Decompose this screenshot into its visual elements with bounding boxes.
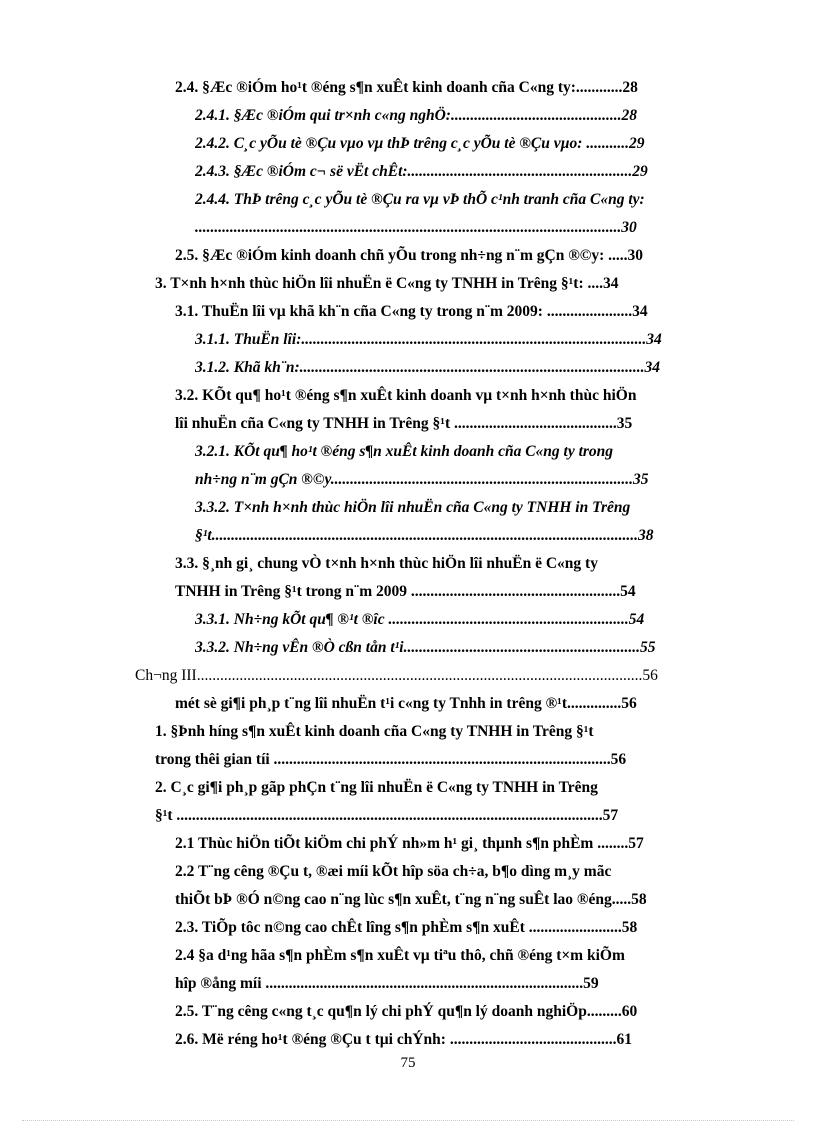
toc-entry: 2.4.4. ThÞ trêng c¸c yÕu tè ®Çu ra vµ vÞ thÕ c¹nh tranh cña C«ng ty: xyxy=(195,191,645,208)
toc-entry: 2.5. T¨ng cêng c«ng t¸c qu¶n lý chi phÝ qu¶n lý doanh nghiÖp.........60 xyxy=(175,1003,638,1020)
toc-entry: 3.3.2. T×nh h×nh thùc hiÖn lîi nhuËn cña C«ng ty TNHH in Trêng xyxy=(195,499,631,516)
toc-entry: 2.4. §Æc ®iÓm ho¹t ®éng s¶n xuÊt kinh doanh cña C«ng ty:............28 xyxy=(175,79,638,96)
toc-entry: 3.3.2. Nh÷ng vÊn ®Ò cßn tån t¹i.............................................................55 xyxy=(195,639,656,656)
toc-entry: 3.2. KÕt qu¶ ho¹t ®éng s¶n xuÊt kinh doanh vµ t×nh h×nh thùc hiÖn xyxy=(175,387,637,404)
page-number: 75 xyxy=(400,1055,416,1071)
toc-entry: 2. C¸c gi¶i ph¸p gãp phÇn t¨ng lîi nhuËn ë C«ng ty TNHH in Trêng xyxy=(155,779,598,796)
toc-entry: 2.3. TiÕp tôc n©ng cao chÊt lîng s¶n phÈm s¶n xuÊt ........................58 xyxy=(175,919,638,936)
toc-entry: 3.3. §¸nh gi¸ chung vÒ t×nh h×nh thùc hiÖn lîi nhuËn ë C«ng ty xyxy=(175,555,598,572)
toc-entry: 1. §Þnh híng s¶n xuÊt kinh doanh cña C«ng ty TNHH in Trêng §¹t xyxy=(155,723,594,740)
toc-entry: mét sè gi¶i ph¸p t¨ng lîi nhuËn t¹i c«ng ty Tnhh in trêng ®¹t..............56 xyxy=(175,695,637,712)
toc-entry: 2.2 T¨ng cêng ®Çu t, ®æi míi kÕt hîp söa ch÷a, b¶o dìng m¸y mãc xyxy=(175,863,612,880)
toc-entry: 2.4.1. §Æc ®iÓm qui tr×nh c«ng nghÖ:............................................28 xyxy=(195,107,637,124)
toc-entry: TNHH in Trêng §¹t trong n¨m 2009 ......................................................54 xyxy=(175,583,636,600)
toc-entry: 3.2.1. KÕt qu¶ ho¹t ®éng s¶n xuÊt kinh doanh cña C«ng ty trong xyxy=(195,443,614,460)
toc-entry: 3. T×nh h×nh thùc hiÖn lîi nhuËn ë C«ng ty TNHH in Trêng §¹t: ....34 xyxy=(155,275,619,292)
toc-entry: 2.1 Thùc hiÖn tiÕt kiÖm chi phÝ nh»m h¹ gi¸ thµnh s¶n phÈm ........57 xyxy=(175,835,644,852)
toc-entry: 3.3.1. Nh÷ng kÕt qu¶ ®¹t ®îc ..............................................................54 xyxy=(195,611,645,628)
toc-entry: 2.6. Më réng ho¹t ®éng ®Çu t tµi chÝnh: ...........................................61 xyxy=(175,1031,632,1048)
toc-entry: ..............................................................................................................30 xyxy=(195,219,637,236)
toc-entry: trong thêi gian tíi .......................................................................................56 xyxy=(155,751,627,768)
toc-entry: Ch¬ng III...................................................................................................................56 xyxy=(135,667,658,684)
toc-entry: 3.1.1. ThuËn lîi:.........................................................................................34 xyxy=(195,331,662,348)
toc-entry: 2.4 §a d¹ng hãa s¶n phÈm s¶n xuÊt vµ tiªu thô, chñ ®éng t×m kiÕm xyxy=(175,947,625,964)
toc-entry: §¹t..............................................................................................................38 xyxy=(195,527,654,544)
toc-entry: §¹t ..............................................................................................................57 xyxy=(155,807,619,824)
toc-entry: 2.5. §Æc ®iÓm kinh doanh chñ yÕu trong nh÷ng n¨m gÇn ®©y: .....30 xyxy=(175,247,644,264)
toc-entry: 2.4.3. §Æc ®iÓm c¬ së vËt chÊt:..........................................................29 xyxy=(195,163,648,180)
page-edge-rule xyxy=(22,1120,794,1121)
toc-entry: 3.1.2. Khã kh¨n:.........................................................................................34 xyxy=(195,359,661,376)
toc-entry: thiÕt bÞ ®Ó n©ng cao n¨ng lùc s¶n xuÊt, t¨ng n¨ng suÊt lao ®éng.....58 xyxy=(175,891,647,908)
toc-entry: 3.1. ThuËn lîi vµ khã kh¨n cña C«ng ty trong n¨m 2009: ......................34 xyxy=(175,303,648,320)
toc-entry: lîi nhuËn cña C«ng ty TNHH in Trêng §¹t ..........................................35 xyxy=(175,415,633,432)
toc-entry: 2.4.2. C¸c yÕu tè ®Çu vµo vµ thÞ trêng c¸c yÕu tè ®Çu vµo: ...........29 xyxy=(195,135,645,152)
toc-entry: nh÷ng n¨m gÇn ®©y..............................................................................35 xyxy=(195,471,649,488)
toc-entry: hîp ®ång míi ..................................................................................59 xyxy=(175,975,599,992)
